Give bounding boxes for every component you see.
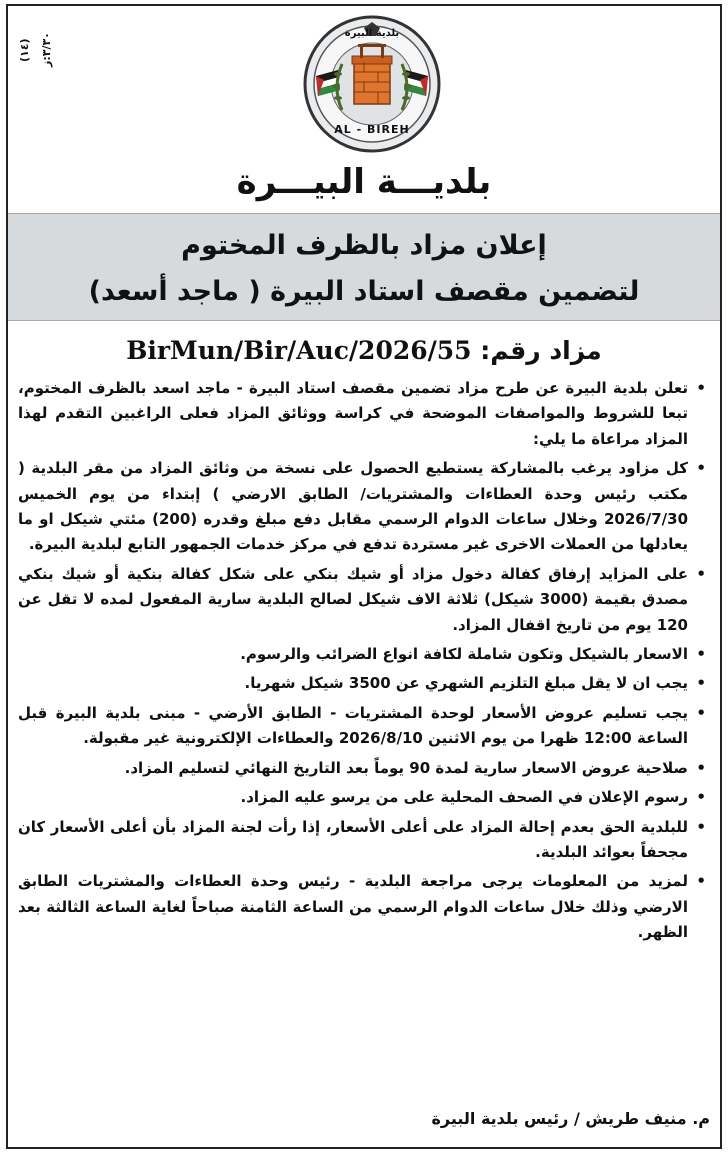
list-item: • يجب ان لا يقل مبلغ التلزيم الشهري عن 3500 شيكل شهريا. (18, 671, 708, 696)
logo-arabic-text: بلدية البيرة (344, 28, 400, 39)
list-item: • الاسعار بالشيكل وتكون شاملة لكافة انواع الضرائب والرسوم. (18, 642, 708, 667)
auction-number-code: BirMun/Bir/Auc/2026/55 (126, 336, 472, 365)
conditions-list (18, 376, 708, 950)
announcement-subtitle: لتضمين مقصف استاد البيرة ( ماجد أسعد) (88, 276, 640, 307)
municipality-logo (302, 14, 442, 154)
list-item: • رسوم الإعلان في الصحف المحلية على من يرسو عليه المزاد. (18, 785, 708, 810)
list-item: • يجب تسليم عروض الأسعار لوحدة المشتريات - الطابق الأرضي - مبنى بلدية البيرة قبل الساعة 12:00 ظهرا من يوم الاثنين 2026/8/10 والعطاءات الإلكترونية غير مقبولة. (18, 701, 708, 752)
list-item: • لمزيد من المعلومات يرجى مراجعة البلدية - رئيس وحدة العطاءات والمشتريات الطابق الارضي وذلك خلال ساعات الدوام الرسمي من الساعة الثامنة صباحاً لغاية الساعة الثالثة بعد الظهر. (18, 869, 708, 945)
reference-number: (١٤) ٣/٣٠:ز (18, 32, 53, 68)
list-item: • تعلن بلدية البيرة عن طرح مزاد تضمين مقصف استاد البيرة - ماجد اسعد بالظرف المختوم، تبعا للشروط والمواصفات الموضحة في كراسة ووثائق المزاد فعلى الراغبين التقدم لهذا المزاد مراعاة ما يلي: (18, 376, 708, 452)
list-item: • كل مزاود يرغب بالمشاركة يستطيع الحصول على نسخة من وثائق المزاد من مقر البلدية ( مكتب رئيس وحدة العطاءات والمشتريات/ الطابق الارضي ) إبتداء من يوم الخميس 2026/7/30 وخلال ساعات الدوام الرسمي مقابل دفع مبلغ وقدره (200) مئتي شيكل او ما يعادلها من العملات الاخرى غير مستردة تدفع في مركز خدمات الجمهور التابع لبلدية البيرة. (18, 456, 708, 558)
auction-number (8, 331, 720, 371)
list-item: • صلاحية عروض الاسعار سارية لمدة 90 يوماً بعد التاريخ النهائي لتسليم المزاد. (18, 756, 708, 781)
auction-number-label: مزاد رقم: (480, 336, 602, 365)
signature: م. منيف طريش / رئيس بلدية البيرة (431, 1109, 710, 1128)
announcement-title: إعلان مزاد بالظرف المختوم (181, 230, 547, 261)
municipality-name: بلديـــة البيـــرة (236, 162, 492, 202)
announcement-title-band (8, 213, 720, 321)
list-item: • على المزايد إرفاق كفالة دخول مزاد أو شيك بنكي على شكل كفالة بنكية أو شيك بنكي مصدق بقيمة (3000 شيكل) ثلاثة الاف شيكل لصالح البلدية سارية المفعول لمده لا تقل عن 120 يوم من تاريخ اقفال المزاد. (18, 562, 708, 638)
logo-english-text: AL - BIREH (334, 123, 410, 136)
list-item: • للبلدية الحق بعدم إحالة المزاد على أعلى الأسعار، إذا رأت لجنة المزاد بأن أعلى الأسعار كان مجحفاً بعوائد البلدية. (18, 815, 708, 866)
advertisement-frame (6, 4, 722, 1149)
